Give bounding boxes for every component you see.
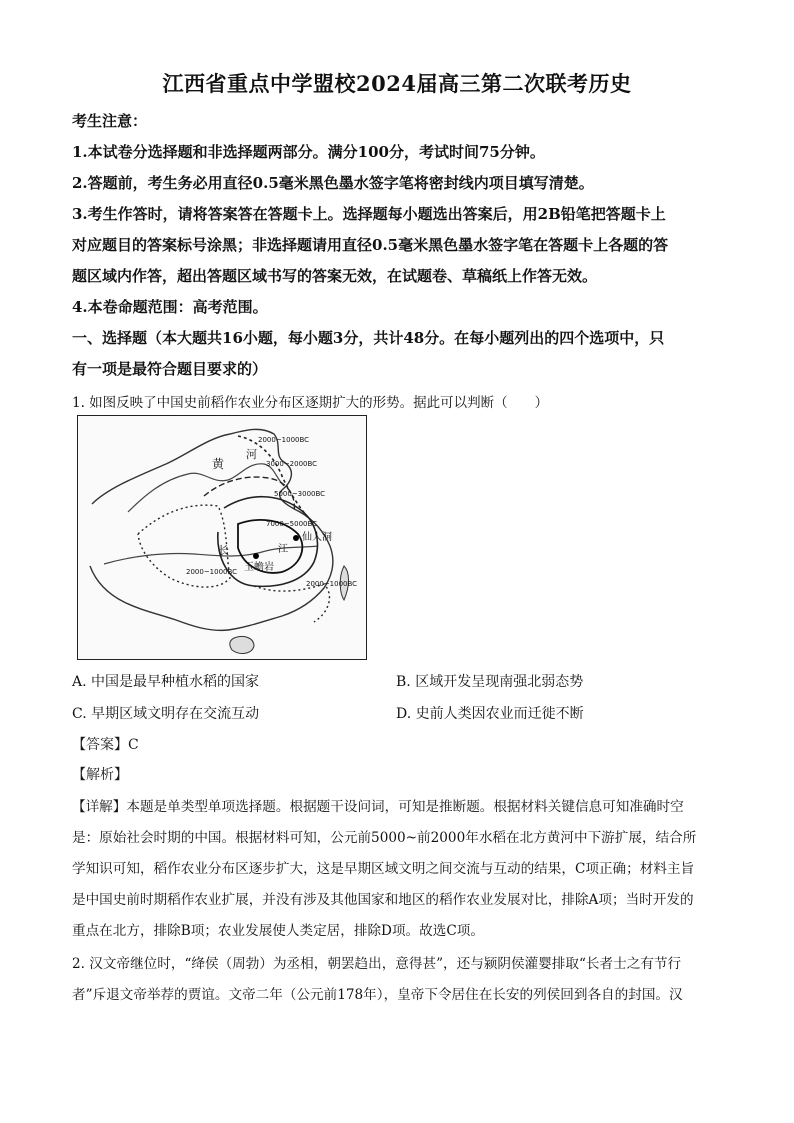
q1-detail-line-3: 学知识可知，稻作农业分布区逐步扩大，这是早期区域文明之间交流与互动的结果，C项正确；材料主旨: [72, 861, 695, 877]
map-label-chang: 长: [218, 544, 229, 557]
map-label-period-2: 3000~2000BC: [266, 460, 318, 468]
notice-line-4: 4.本卷命题范围：高考范围。: [72, 298, 268, 316]
q1-detail-line-4: 是中国史前时期稻作农业扩展，并没有涉及其他国家和地区的稻作农业发展对比，排除A项；当时开发的: [72, 892, 694, 908]
notice-line-1: 1.本试卷分选择题和非选择题两部分。满分100分，考试时间75分钟。: [72, 143, 545, 161]
map-label-jiang: 江: [278, 544, 288, 555]
q1-answer: 【答案】C: [72, 737, 139, 753]
page-title: 江西省重点中学盟校2024届高三第二次联考历史: [162, 71, 632, 96]
q1-option-a: A. 中国是最早种植水稻的国家: [72, 674, 260, 690]
hainan-island: [230, 636, 254, 653]
q1-stem: 1. 如图反映了中国史前稻作农业分布区逐期扩大的形势。据此可以判断（ ）: [72, 395, 549, 411]
map-label-period-4: 7000~5000BC: [266, 520, 318, 528]
notice-line-3b: 对应题目的答案标号涂黑；非选择题请用直径0.5毫米黑色墨水签字笔在答题卡上各题的答: [72, 236, 669, 254]
map-label-huang: 黄: [212, 457, 225, 471]
xianrendong-site-marker: [293, 535, 299, 541]
q1-detail-line-2: 是：原始社会时期的中国。根据材料可知，公元前5000~前2000年水稻在北方黄河中下游扩展，结合所: [72, 830, 697, 846]
map-label-period-3: 5000~3000BC: [274, 490, 326, 498]
notice-line-2: 2.答题前，考生务必用直径0.5毫米黑色墨水签字笔将密封线内项目填写清楚。: [72, 174, 594, 192]
q1-detail-line-5: 重点在北方，排除B项；农业发展使人类定居，排除D项。故选C项。: [72, 923, 484, 939]
q1-analysis-heading: 【解析】: [72, 767, 128, 783]
q1-option-c: C. 早期区域文明存在交流互动: [72, 706, 260, 722]
map-label-yuchanyan: 玉蟾岩: [244, 562, 274, 573]
boundary-2000-1000bc-south: [254, 584, 329, 622]
q2-stem-line-1: 2. 汉文帝继位时，“绛侯（周勃）为丞相，朝罢趋出，意得甚”，还与颍阴侯灌婴排取“长者士之有节行: [72, 956, 682, 972]
map-label-xianrendong: 仙人洞: [302, 532, 332, 543]
map-label-period-5: 2000~1000BC: [186, 568, 238, 576]
map-label-period-1: 2000~1000BC: [258, 436, 310, 444]
map-label-he: 河: [246, 448, 257, 461]
q1-option-b: B. 区域开发呈现南强北弱态势: [396, 674, 584, 690]
rice-distribution-map: [77, 415, 367, 660]
notice-line-3a: 3.考生作答时，请将答案答在答题卡上。选择题每小题选出答案后，用2B铅笔把答题卡上: [72, 205, 666, 223]
section-heading-line-2: 有一项是最符合题目要求的）: [72, 360, 268, 378]
q2-stem-line-2: 者”斥退文帝举荐的贾谊。文帝二年（公元前178年），皇帝下令居住在长安的列侯回到各自的封国。汉: [72, 987, 683, 1003]
q1-detail-line-1: 【详解】本题是单类型单项选择题。根据题干设问词，可知是推断题。根据材料关键信息可知准确时空: [72, 799, 684, 815]
section-heading-line-1: 一、选择题（本大题共16小题，每小题3分，共计48分。在每小题列出的四个选项中，只: [72, 329, 665, 347]
q1-option-d: D. 史前人类因农业而迁徙不断: [396, 706, 584, 722]
yuchanyan-site-marker: [253, 553, 259, 559]
notice-line-3c: 题区域内作答，超出答题区域书写的答案无效，在试题卷、草稿纸上作答无效。: [72, 267, 598, 285]
map-svg: [78, 416, 366, 659]
notice-heading: 考生注意：: [72, 112, 148, 130]
map-label-period-6: 2000~1000BC: [306, 580, 358, 588]
